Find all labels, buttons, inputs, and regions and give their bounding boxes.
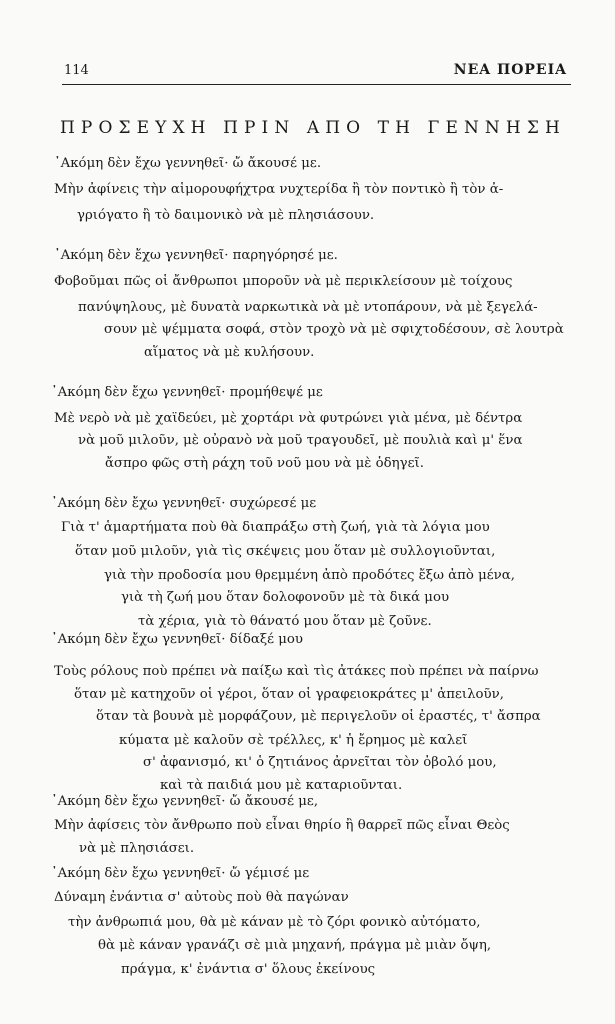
- poem-line: Μὴν ἀφίνεις τὴν αἱμορουφήχτρα νυχτερίδα ἢ τὸν ποντικὸ ἢ τὸν ἀ-: [54, 182, 504, 197]
- poem-line: Μὴν ἀφίσεις τὸν ἄνθρωπο ποὺ εἶναι θηρίο ἢ θαρρεῖ πῶς εἶναι Θεὸς: [54, 818, 510, 833]
- poem-line: ᾿Ακόμη δὲν ἔχω γεννηθεῖ· δίδαξέ μου: [51, 632, 304, 647]
- poem-line: γιὰ τὴ ζωή μου ὅταν δολοφονοῦν μὲ τὰ δικά μου: [121, 590, 450, 605]
- poem-line: ἄσπρο φῶς στὴ ράχη τοῦ νοῦ μου νὰ μὲ ὁδηγεῖ.: [105, 456, 424, 471]
- poem-title: ΠΡΟΣΕΥΧΗ ΠΡΙΝ ΑΠΟ ΤΗ ΓΕΝΝΗΣΗ: [60, 118, 566, 138]
- poem-line: σουν μὲ ψέμματα σοφά, στὸν τροχὸ νὰ μὲ σφιχτοδέσουν, σὲ λουτρὰ: [104, 322, 564, 337]
- poem-line: Δύναμη ἐνάντια σ' αὐτοὺς ποὺ θὰ παγώναν: [54, 890, 349, 905]
- poem-line: θὰ μὲ κάναν γρανάζι σὲ μιὰ μηχανή, πράγμα μὲ μιὰν ὄψη,: [98, 938, 492, 953]
- poem-line: νὰ μοῦ μιλοῦν, μὲ οὐρανὸ νὰ μοῦ τραγουδεῖ, μὲ πουλιὰ καὶ μ' ἕνα: [78, 433, 523, 448]
- poem-line: πανύψηλους, μὲ δυνατὰ ναρκωτικὰ νὰ μὲ ντοπάρουν, νὰ μὲ ξεγελά-: [78, 300, 538, 315]
- poem-line: ᾿Ακόμη δὲν ἔχω γεννηθεῖ· ὤ ἄκουσέ με,: [51, 794, 319, 809]
- poem-line: Γιὰ τ' ἁμαρτήματα ποὺ θὰ διαπράξω στὴ ζωή, γιὰ τὰ λόγια μου: [61, 520, 490, 535]
- poem-line: αἵματος νὰ μὲ κυλήσουν.: [144, 345, 315, 360]
- poem-line: κύματα μὲ καλοῦν σὲ τρέλλες, κ' ἡ ἔρημος μὲ καλεῖ: [119, 733, 468, 748]
- poem-line: ὅταν τὰ βουνὰ μὲ μορφάζουν, μὲ περιγελοῦν οἱ ἐραστές, τ' ἄσπρα: [96, 709, 541, 724]
- poem-line: καὶ τὰ παιδιά μου μὲ καταριοῦνται.: [160, 778, 403, 793]
- header-rule: [62, 84, 571, 85]
- poem-line: σ' ἀφανισμό, κι' ὁ ζητιάνος ἀρνεῖται τὸν ὀβολό μου,: [143, 755, 497, 770]
- page-number: 114: [64, 63, 89, 78]
- poem-line: ᾿Ακόμη δὲν ἔχω γεννηθεῖ· συχώρεσέ με: [51, 496, 317, 511]
- poem-line: γριόγατο ἢ τὸ δαιμονικὸ νὰ μὲ πλησιάσουν.: [77, 208, 375, 223]
- poem-line: νὰ μὲ πλησιάσει.: [79, 841, 195, 856]
- journal-title: ΝΕΑ ΠΟΡΕΙΑ: [453, 62, 567, 78]
- page-header: [0, 0, 615, 86]
- poem-line: ὅταν μοῦ μιλοῦν, γιὰ τὶς σκέψεις μου ὅταν μὲ συλλογιοῦνται,: [75, 544, 496, 559]
- poem-line: Φοβοῦμαι πῶς οἱ ἄνθρωποι μποροῦν νὰ μὲ περικλείσουν μὲ τοίχους: [54, 274, 513, 289]
- poem-line: ᾿Ακόμη δὲν ἔχω γεννηθεῖ· ὤ γέμισέ με: [51, 866, 310, 881]
- poem-line: πράγμα, κ' ἐνάντια σ' ὅλους ἐκείνους: [121, 962, 376, 977]
- poem-line: Τοὺς ρόλους ποὺ πρέπει νὰ παίξω καὶ τὶς ἀτάκες ποὺ πρέπει νὰ παίρνω: [54, 664, 539, 679]
- poem-line: ὅταν μὲ κατηχοῦν οἱ γέροι, ὅταν οἱ γραφειοκράτες μ' ἀπειλοῦν,: [74, 687, 504, 702]
- poem-line: τὴν ἀνθρωπιά μου, θὰ μὲ κάναν μὲ τὸ ζόρι φονικὸ αὐτόματο,: [68, 915, 481, 930]
- poem-line: ᾿Ακόμη δὲν ἔχω γεννηθεῖ· παρηγόρησέ με.: [54, 248, 338, 263]
- poem-line: ᾿Ακόμη δὲν ἔχω γεννηθεῖ· ὤ ἄκουσέ με.: [54, 156, 322, 171]
- poem-line: Μὲ νερὸ νὰ μὲ χαϊδεύει, μὲ χορτάρι νὰ φυτρώνει γιὰ μένα, μὲ δέντρα: [54, 411, 523, 426]
- poem-line: τὰ χέρια, γιὰ τὸ θάνατό μου ὅταν μὲ ζοῦνε.: [138, 614, 432, 629]
- poem-line: ᾿Ακόμη δὲν ἔχω γεννηθεῖ· προμήθεψέ με: [51, 385, 323, 400]
- poem-line: γιὰ τὴν προδοσία μου θρεμμένη ἀπὸ προδότες ἔξω ἀπὸ μένα,: [104, 568, 515, 583]
